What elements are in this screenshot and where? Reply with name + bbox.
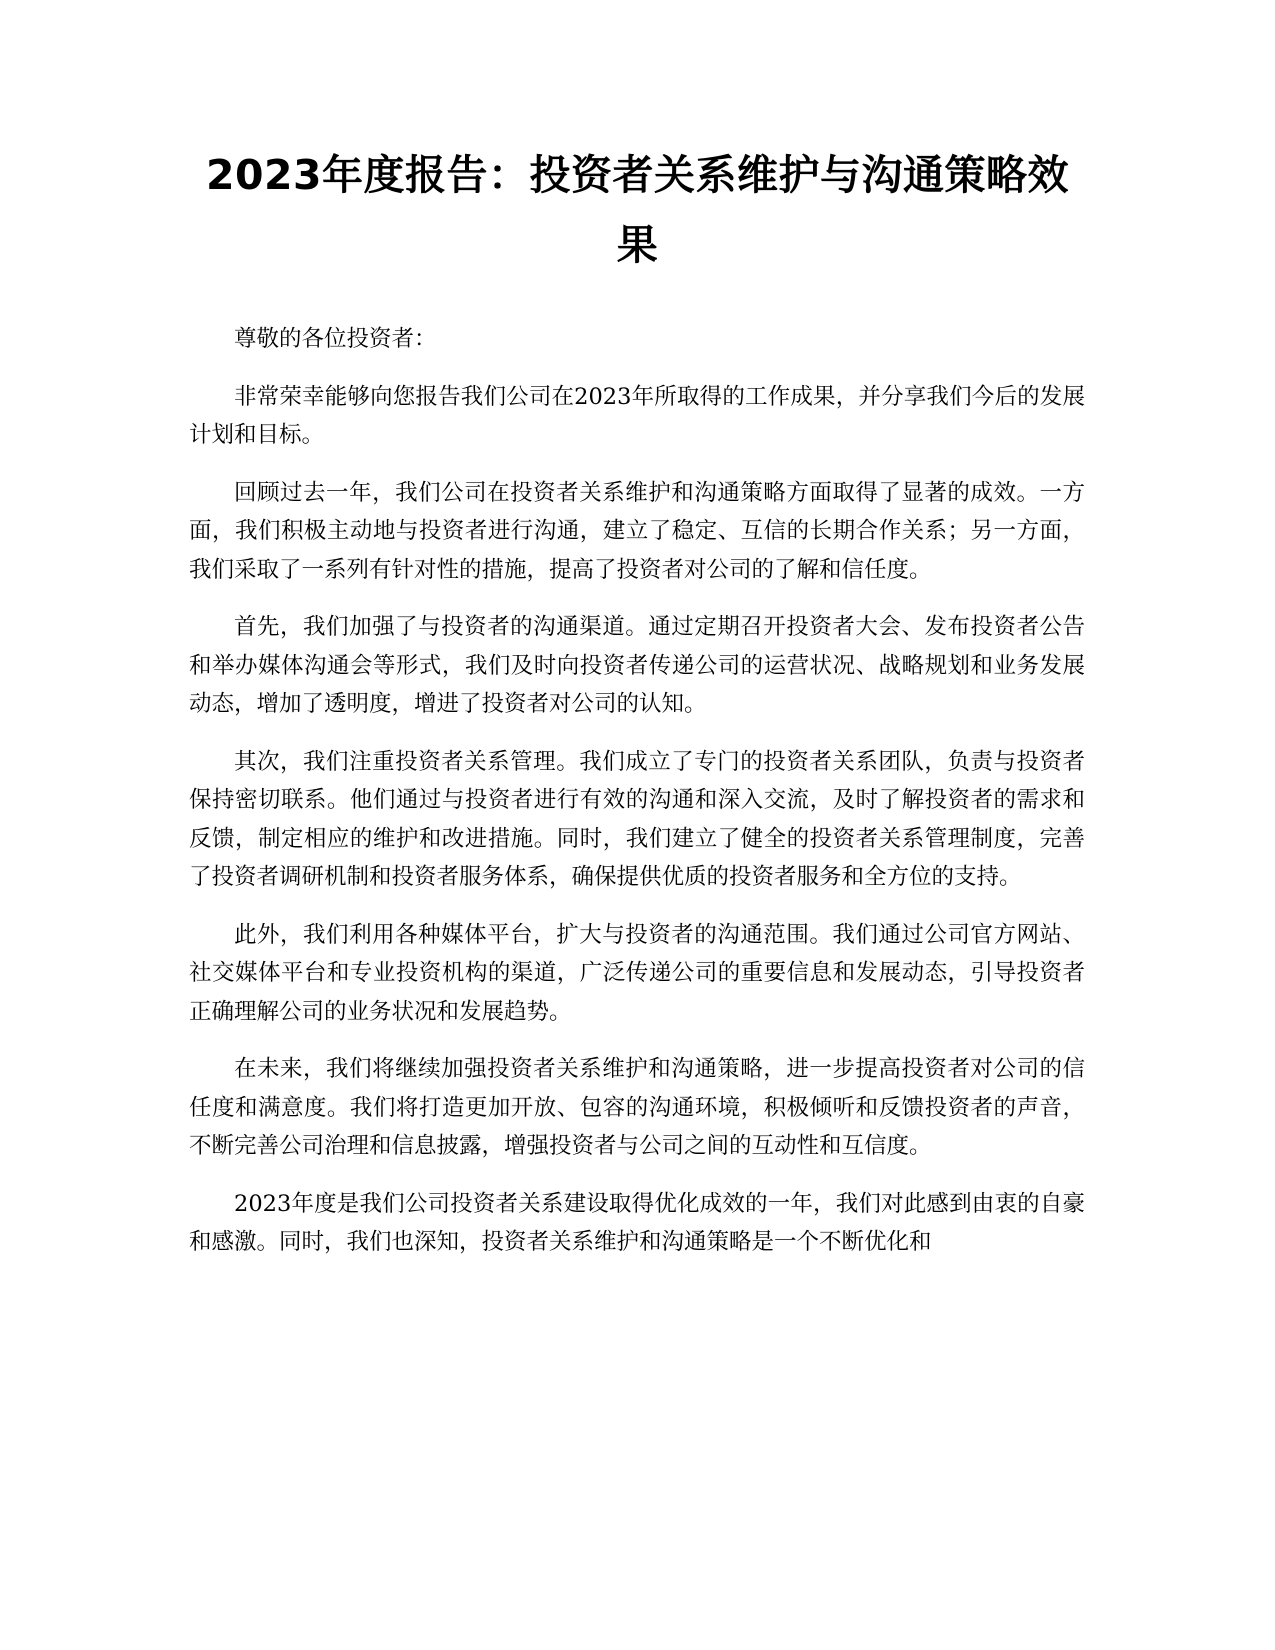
body-paragraph: 在未来，我们将继续加强投资者关系维护和沟通策略，进一步提高投资者对公司的信任度和满意度。我们将打造更加开放、包容的沟通环境，积极倾听和反馈投资者的声音，不断完善公司治理和信息披露，增强投资者与公司之间的互动性和互信度。	[189, 1056, 1085, 1159]
document-title: 2023年度报告：投资者关系维护与沟通策略效果	[205, 151, 1070, 269]
body-paragraph: 2023年度是我们公司投资者关系建设取得优化成效的一年，我们对此感到由衷的自豪和感激。同时，我们也深知，投资者关系维护和沟通策略是一个不断优化和	[189, 1190, 1085, 1255]
body-paragraph: 其次，我们注重投资者关系管理。我们成立了专门的投资者关系团队，负责与投资者保持密切联系。他们通过与投资者进行有效的沟通和深入交流，及时了解投资者的需求和反馈，制定相应的维护和改进措施。同时，我们建立了健全的投资者关系管理制度，完善了投资者调研机制和投资者服务体系，确保提供优质的投资者服务和全方位的支持。	[189, 748, 1085, 890]
salutation-paragraph: 尊敬的各位投资者：	[234, 326, 437, 352]
body-paragraph: 非常荣幸能够向您报告我们公司在2023年所取得的工作成果，并分享我们今后的发展计划和目标。	[189, 383, 1085, 448]
body-paragraph: 首先，我们加强了与投资者的沟通渠道。通过定期召开投资者大会、发布投资者公告和举办媒体沟通会等形式，我们及时向投资者传递公司的运营状况、战略规划和业务发展动态，增加了透明度，增进了投资者对公司的认知。	[189, 614, 1085, 717]
body-paragraph: 回顾过去一年，我们公司在投资者关系维护和沟通策略方面取得了显著的成效。一方面，我们积极主动地与投资者进行沟通，建立了稳定、互信的长期合作关系；另一方面，我们采取了一系列有针对性的措施，提高了投资者对公司的了解和信任度。	[189, 479, 1085, 583]
body-paragraph: 此外，我们利用各种媒体平台，扩大与投资者的沟通范围。我们通过公司官方网站、社交媒体平台和专业投资机构的渠道，广泛传递公司的重要信息和发展动态，引导投资者正确理解公司的业务状况和发展趋势。	[189, 921, 1085, 1025]
document-body	[189, 320, 1085, 1281]
